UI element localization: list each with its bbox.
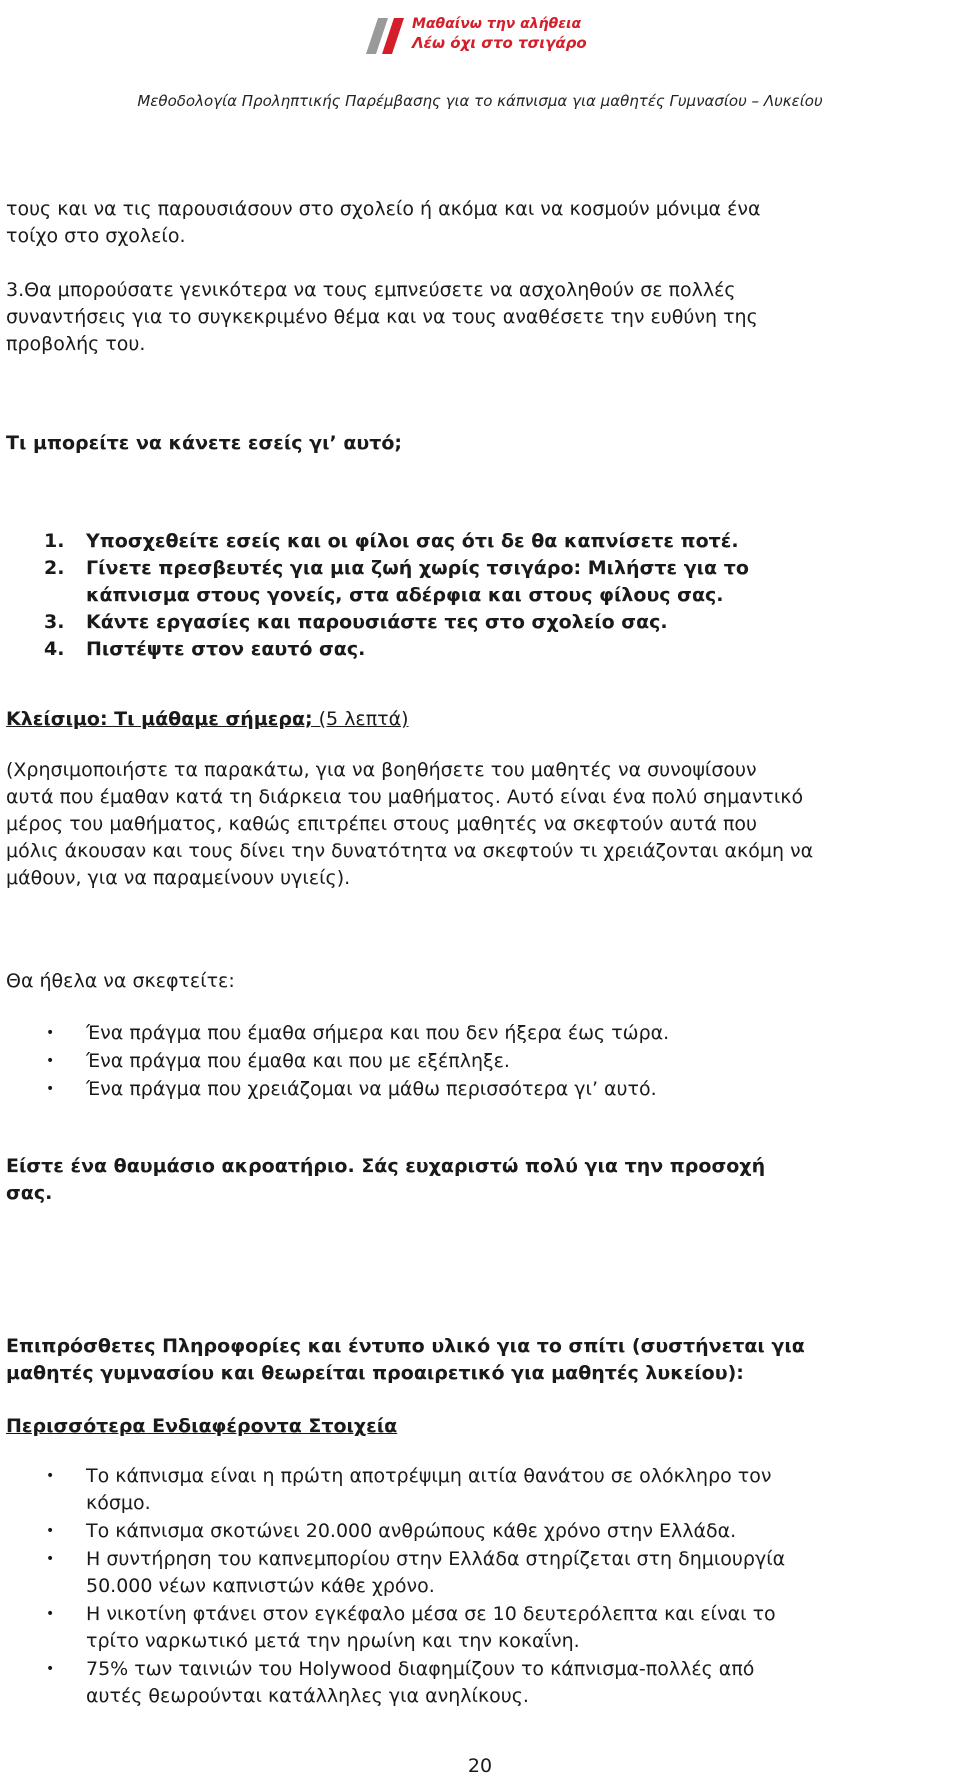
list-number: 1. (44, 530, 65, 552)
logo-text-line2: Λέω όχι στο τσιγάρο (412, 34, 587, 52)
text-line: μάθουν, για να παραμείνουν υγιείς). (6, 867, 351, 889)
list-number: 2. (44, 557, 65, 579)
list-item-text: Κάντε εργασίες και παρουσιάστε τες στο σχολείο σας. (86, 611, 668, 633)
numbered-list (44, 528, 944, 663)
list-item-text: Ένα πράγμα που έμαθα και που με εξέπληξε. (86, 1050, 510, 1072)
bullet-icon: • (46, 1523, 55, 1539)
closing-heading: Κλείσιμο: Τι μάθαμε σήμερα; (6, 708, 313, 730)
section-heading-what-you-can-do: Τι μπορείτε να κάνετε εσείς γι’ αυτό; (6, 432, 403, 454)
closing-heading-line (6, 706, 951, 733)
intro-paragraph-2 (6, 277, 951, 358)
text-line: Επιπρόσθετες Πληροφορίες και έντυπο υλικό για το σπίτι (συστήνεται για (6, 1335, 805, 1357)
list-item (44, 1048, 952, 1075)
bullet-icon: • (46, 1081, 55, 1097)
list-item-text: Η συντήρηση του καπνεμπορίου στην Ελλάδα στηρίζεται στη δημιουργία (86, 1548, 786, 1570)
list-item-text: Το κάπνισμα είναι η πρώτη αποτρέψιμη αιτία θανάτου σε ολόκληρο τον (86, 1465, 772, 1487)
text-line: 3.Θα μπορούσατε γενικότερα να τους εμπνεύσετε να ασχοληθούν σε πολλές (6, 279, 736, 301)
text-line: αυτά που έμαθαν κατά τη διάρκεια του μαθήματος. Αυτό είναι ένα πολύ σημαντικό (6, 786, 804, 808)
text-line: Είστε ένα θαυμάσιο ακροατήριο. Σάς ευχαριστώ πολύ για την προσοχή (6, 1155, 766, 1177)
closing-duration: (5 λεπτά) (312, 708, 409, 730)
list-item (44, 1518, 952, 1545)
page-number: 20 (467, 1755, 493, 1777)
list-item (44, 609, 944, 636)
list-item (44, 1656, 952, 1710)
bullet-icon: • (46, 1661, 55, 1677)
list-item-text: κάπνισμα στους γονείς, στα αδέρφια και στους φίλους σας. (86, 584, 724, 606)
list-item (44, 1601, 952, 1655)
list-number: 3. (44, 611, 65, 633)
text-line: μέρος του μαθήματος, καθώς επιτρέπει στους μαθητές να σκεφτούν αυτά που (6, 813, 758, 835)
text-line: τους και να τις παρουσιάσουν στο σχολείο ή ακόμα και να κοσμούν μόνιμα ένα (6, 198, 761, 220)
list-item-text: Υποσχεθείτε εσείς και οι φίλοι σας ότι δε θα καπνίσετε ποτέ. (86, 530, 739, 552)
document-subtitle: Μεθοδολογία Προληπτικής Παρέμβασης για το κάπνισμα για μαθητές Γυμνασίου – Λυκείου (137, 92, 823, 110)
facts-bullet-list (44, 1463, 952, 1711)
intro-paragraph-1 (6, 196, 951, 250)
think-label: Θα ήθελα να σκεφτείτε: (6, 970, 235, 992)
list-item-text: 75% των ταινιών του Holywood διαφημίζουν το κάπνισμα-πολλές από (86, 1658, 755, 1680)
list-item (44, 1020, 952, 1047)
list-item-text: Πιστέψτε στον εαυτό σας. (86, 638, 366, 660)
logo-text-line1: Μαθαίνω την αλήθεια (412, 16, 582, 32)
bullet-icon: • (46, 1025, 55, 1041)
text-line: προβολής του. (6, 333, 146, 355)
closing-paragraph (6, 757, 951, 892)
text-line: τοίχο στο σχολείο. (6, 225, 186, 247)
list-item-text: Το κάπνισμα σκοτώνει 20.000 ανθρώπους κάθε χρόνο στην Ελλάδα. (86, 1520, 737, 1542)
list-item (44, 1076, 952, 1103)
bullet-icon: • (46, 1606, 55, 1622)
list-item (44, 1546, 952, 1600)
list-item-text: Γίνετε πρεσβευτές για μια ζωή χωρίς τσιγάρο: Μιλήστε για το (86, 557, 749, 579)
thanks-message (6, 1153, 951, 1207)
bullet-icon: • (46, 1468, 55, 1484)
list-item (44, 1463, 952, 1517)
list-item-text: αυτές θεωρούνται κατάλληλες για ανηλίκους. (86, 1685, 529, 1707)
bullet-icon: • (46, 1053, 55, 1069)
text-line: (Χρησιμοποιήστε τα παρακάτω, για να βοηθήσετε του μαθητές να συνοψίσουν (6, 759, 757, 781)
list-item-text: τρίτο ναρκωτικό μετά την ηρωίνη και την κοκαΐνη. (86, 1630, 580, 1652)
list-item-text: Η νικοτίνη φτάνει στον εγκέφαλο μέσα σε 10 δευτερόλεπτα και είναι το (86, 1603, 776, 1625)
list-item-text: Ένα πράγμα που χρειάζομαι να μάθω περισσότερα γι’ αυτό. (86, 1078, 657, 1100)
extra-info-heading (6, 1333, 951, 1387)
logo-mark-icon (362, 14, 408, 58)
extra-info-subheading: Περισσότερα Ενδιαφέροντα Στοιχεία (6, 1415, 398, 1437)
text-line: μόλις άκουσαν και τους δίνει την δυνατότητα να σκεφτούν τι χρειάζονται ακόμη να (6, 840, 814, 862)
list-item-text: κόσμο. (86, 1492, 151, 1514)
bullet-icon: • (46, 1551, 55, 1567)
list-number: 4. (44, 638, 65, 660)
text-line: σας. (6, 1182, 53, 1204)
list-item (44, 555, 944, 609)
text-line: μαθητές γυμνασίου και θεωρείται προαιρετικό για μαθητές λυκείου): (6, 1362, 744, 1384)
reflection-bullet-list (44, 1020, 952, 1104)
text-line: συναντήσεις για το συγκεκριμένο θέμα και να τους αναθέσετε την ευθύνη της (6, 306, 758, 328)
list-item-text: 50.000 νέων καπνιστών κάθε χρόνο. (86, 1575, 435, 1597)
list-item (44, 636, 944, 663)
list-item (44, 528, 944, 555)
list-item-text: Ένα πράγμα που έμαθα σήμερα και που δεν ήξερα έως τώρα. (86, 1022, 670, 1044)
